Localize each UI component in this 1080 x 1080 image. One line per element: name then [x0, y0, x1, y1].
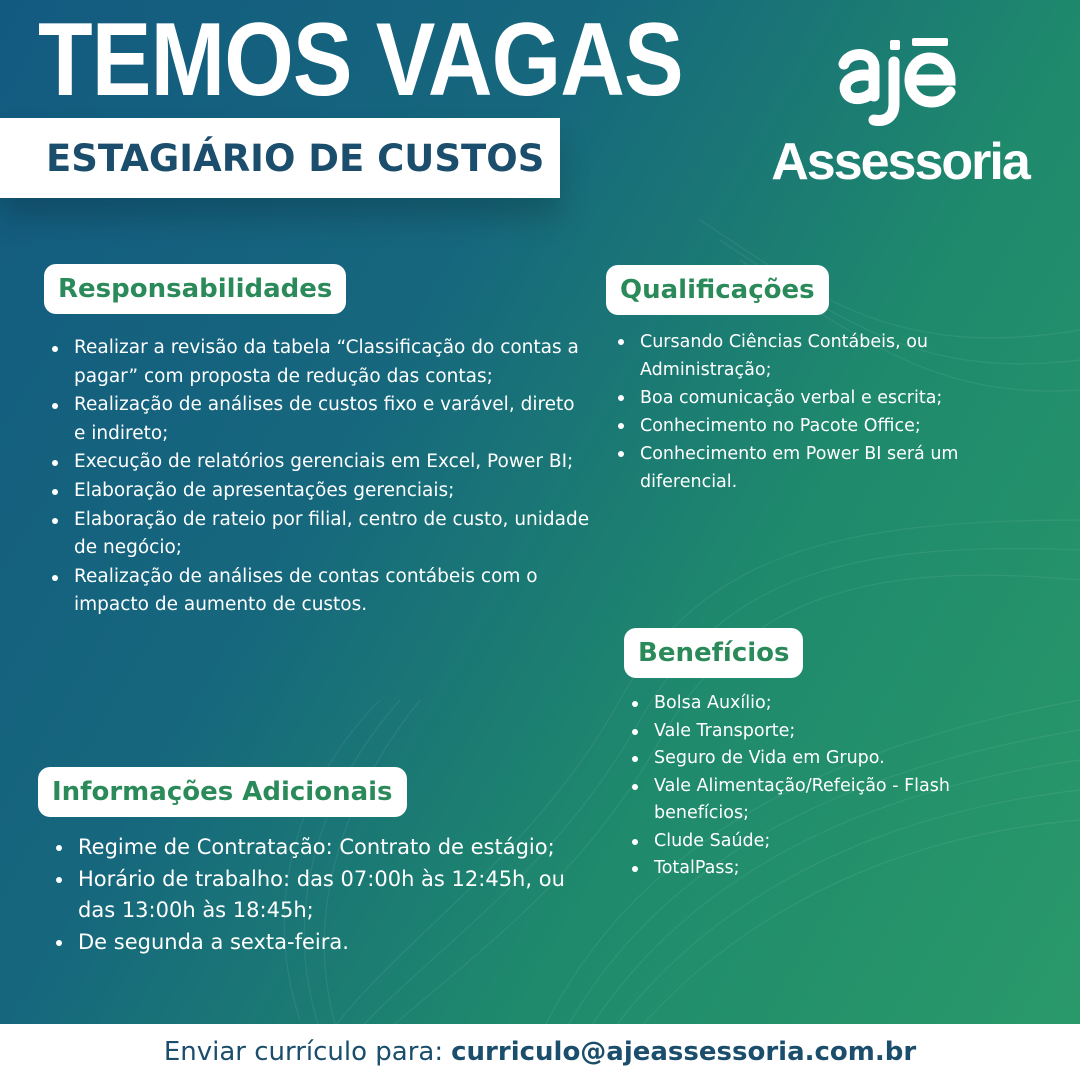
list-item: Boa comunicação verbal e escrita;: [612, 384, 1012, 412]
list-item: TotalPass;: [626, 855, 1006, 883]
aje-logo-mark-icon: [838, 32, 958, 128]
footer-contact-bar: [0, 1024, 1080, 1080]
list-item: Regime de Contratação: Contrato de estágio;: [50, 832, 590, 864]
list-item: Seguro de Vida em Grupo.: [626, 745, 1006, 773]
list-item: Conhecimento no Pacote Office;: [612, 412, 1012, 440]
section-title-informacoes-adicionais: Informações Adicionais: [38, 767, 407, 817]
list-item: Vale Alimentação/Refeição - Flash benefícios;: [626, 773, 1006, 828]
responsabilidades-list: [46, 334, 591, 620]
list-item: Realização de análises de contas contábeis com o impacto de aumento de custos.: [46, 563, 591, 620]
job-title: ESTAGIÁRIO DE CUSTOS: [46, 136, 545, 180]
list-item: Execução de relatórios gerenciais em Excel, Power BI;: [46, 448, 591, 477]
informacoes-list: [50, 832, 590, 958]
section-title-beneficios: Benefícios: [624, 628, 803, 678]
list-item: Cursando Ciências Contábeis, ou Administração;: [612, 328, 1012, 384]
list-item: Elaboração de rateio por filial, centro de custo, unidade de negócio;: [46, 506, 591, 563]
list-item: Realizar a revisão da tabela “Classificação do contas a pagar” com proposta de redução das contas;: [46, 334, 591, 391]
job-title-banner: [0, 118, 560, 198]
contact-email-link[interactable]: curriculo@ajeassessoria.com.br: [451, 1037, 917, 1067]
qualificacoes-list: [612, 328, 1012, 496]
list-item: Elaboração de apresentações gerenciais;: [46, 477, 591, 506]
list-item: Realização de análises de custos fixo e varável, direto e indireto;: [46, 391, 591, 448]
list-item: Conhecimento em Power BI será um diferencial.: [612, 440, 1012, 496]
beneficios-list: [626, 690, 1006, 883]
list-item: Bolsa Auxílio;: [626, 690, 1006, 718]
footer-prefix: Enviar currículo para:: [163, 1037, 444, 1067]
section-title-responsabilidades: Responsabilidades: [44, 264, 346, 314]
list-item: Clude Saúde;: [626, 828, 1006, 856]
logo-wordmark: Assessoria: [771, 133, 1029, 191]
list-item: De segunda a sexta-feira.: [50, 927, 590, 959]
section-title-qualificacoes: Qualificações: [606, 265, 829, 315]
list-item: Vale Transporte;: [626, 718, 1006, 746]
company-logo: [760, 32, 1040, 192]
headline-temos-vagas: TEMOS VAGAS: [38, 2, 683, 118]
list-item: Horário de trabalho: das 07:00h às 12:45h, ou das 13:00h às 18:45h;: [50, 864, 590, 927]
